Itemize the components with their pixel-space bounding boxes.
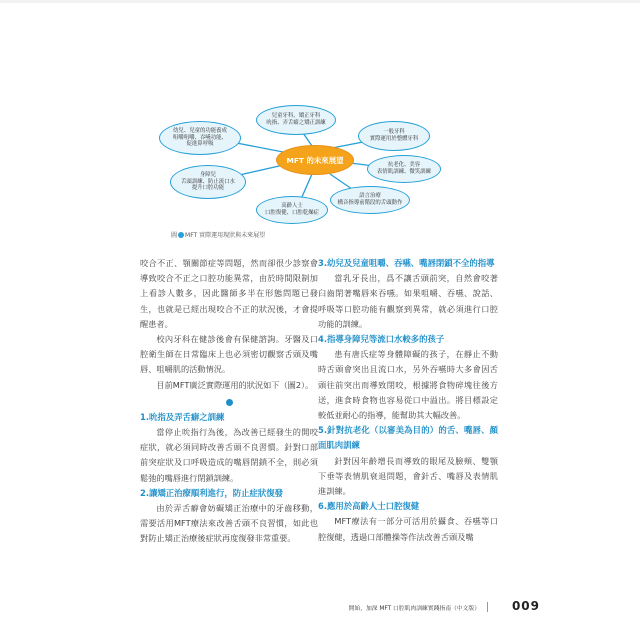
node-elderly-text: 高齡人士 口腔復健、口腔乾燥症 [265, 203, 319, 216]
section-ornament [226, 399, 233, 406]
paragraph-3: 目前MFT廣泛實際運用的狀況如下（圖2）。 [156, 379, 314, 390]
node-speech-therapy [330, 186, 410, 214]
node-general-dentistry [358, 121, 430, 151]
figure-caption [171, 230, 265, 239]
paragraph-2: 校內牙科在健診後會有保健諮詢。牙醫及口腔衛生師在日常臨床上也必須密切觀察舌頭及嘴唇、咀嚼肌的活動情況。 [140, 334, 318, 375]
heading-6: 6.應用於高齡人士口腔復健 [318, 501, 420, 512]
paragraph-9: MFT療法有一部分可活用於攝食、吞嚥等口腔復健，透過口部體操等作法改善舌頭及嘴 [318, 516, 498, 542]
center-node [276, 145, 354, 175]
caption-text: MFT 實際運用現狀與未來展望 [185, 232, 266, 239]
heading-1: 1.吮指及弄舌癖之訓練 [140, 411, 225, 422]
node-disabled-children-text: 身障兒 舌頭訓練、防止流口水 提升口腔功能 [181, 171, 235, 192]
paragraph-7: 患有唐氏症等身體障礙的孩子，在靜止不動時舌頭會突出且流口水，另外吞嚥時大多會因舌頭往前突出而導致閉咬，根據將食物碎塊往後方送，進食時食物也容易從口中溢出。將目標設定較低並耐心的指導，能幫助其大幅改善。 [318, 349, 498, 421]
page-number: 009 [511, 599, 540, 613]
node-speech-therapy-text: 語言治療 構音指導前階段的舌頭動作 [337, 193, 403, 206]
node-disabled-children [170, 165, 246, 199]
heading-2: 2.讓矯正治療順利進行，防止症狀復發 [140, 487, 284, 498]
caption-prefix: 圖 [171, 232, 178, 239]
heading-4: 4.指導身障兒等流口水較多的孩子 [318, 334, 445, 345]
footer-book-title: 開始，加深 MFT 口腔肌肉訓練實踐指南（中文版） [348, 606, 480, 612]
node-general-dentistry-text: 一般牙科 實際運用於整體牙科 [369, 129, 419, 142]
left-column [140, 256, 318, 547]
footer-separator [487, 602, 488, 612]
mft-future-diagram [150, 96, 470, 226]
page-footer [300, 601, 540, 615]
paragraph-6: 當乳牙長出，爲不讓舌頭前突，自然會咬著臼齒閉著嘴唇來吞嚥。如果咀嚼、吞嚥、說話、呼吸等口腔功能有觀察到異常，就必須進行口腔功能的訓練。 [318, 273, 498, 329]
paragraph-5: 由於弄舌癖會妨礙矯正治療中的牙齒移動，需要活用MFT療法來改善舌頭不良習慣，如此也對防止矯正治療後症狀再度復發非常重要。 [140, 503, 318, 544]
page-top-edge [0, 0, 640, 3]
node-elderly [256, 196, 328, 224]
paragraph-1: 咬合不正、顎關節症等問題，然而卻很少診察會導致咬合不正之口腔功能異常，由於時間限制加上看診人數多，因此醫師多半在形態問題已發生，也就是已經出現咬合不正的狀況後，才會提醒患者。 [140, 258, 318, 329]
heading-5: 5.針對抗老化（以審美為目的）的舌、嘴唇、顏面肌肉訓練 [318, 425, 498, 451]
node-pediatric-ortho-text: 兒童牙科、矯正牙科 吮指、弄舌癖之矯正訓練 [266, 113, 326, 126]
node-anti-aging-text: 抗老化、美容 表情肌訓練、微笑訓練 [377, 162, 431, 175]
caption-number-badge [178, 232, 184, 238]
node-child-function-text: 幼兒、兒童的功能養成 咀嚼咀嚼、吞嚥功能、 促進鼻呼吸 [173, 127, 227, 148]
heading-3: 3.幼兒及兒童咀嚼、吞嚥、嘴唇閉鎖不全的指導 [318, 258, 495, 268]
paragraph-4: 當停止吮指行為後，為改善已經發生的開咬症狀，就必須同時改善舌頭不良習慣。針對口部前突症狀及口呼吸造成的嘴唇閉鎖不全，則必須鬆弛的嘴唇進行閉鎖訓練。 [140, 427, 318, 483]
node-anti-aging [367, 155, 441, 183]
paragraph-8: 針對因年齡增長而導致的眼尾及臉頰、雙顎下垂等表情肌衰退問題，會針舌、嘴唇及表情肌進訓練。 [318, 455, 498, 497]
center-node-text: MFT 的未來展望 [286, 155, 344, 165]
node-child-function [159, 121, 241, 155]
node-pediatric-ortho [256, 105, 336, 135]
right-column [318, 256, 498, 545]
